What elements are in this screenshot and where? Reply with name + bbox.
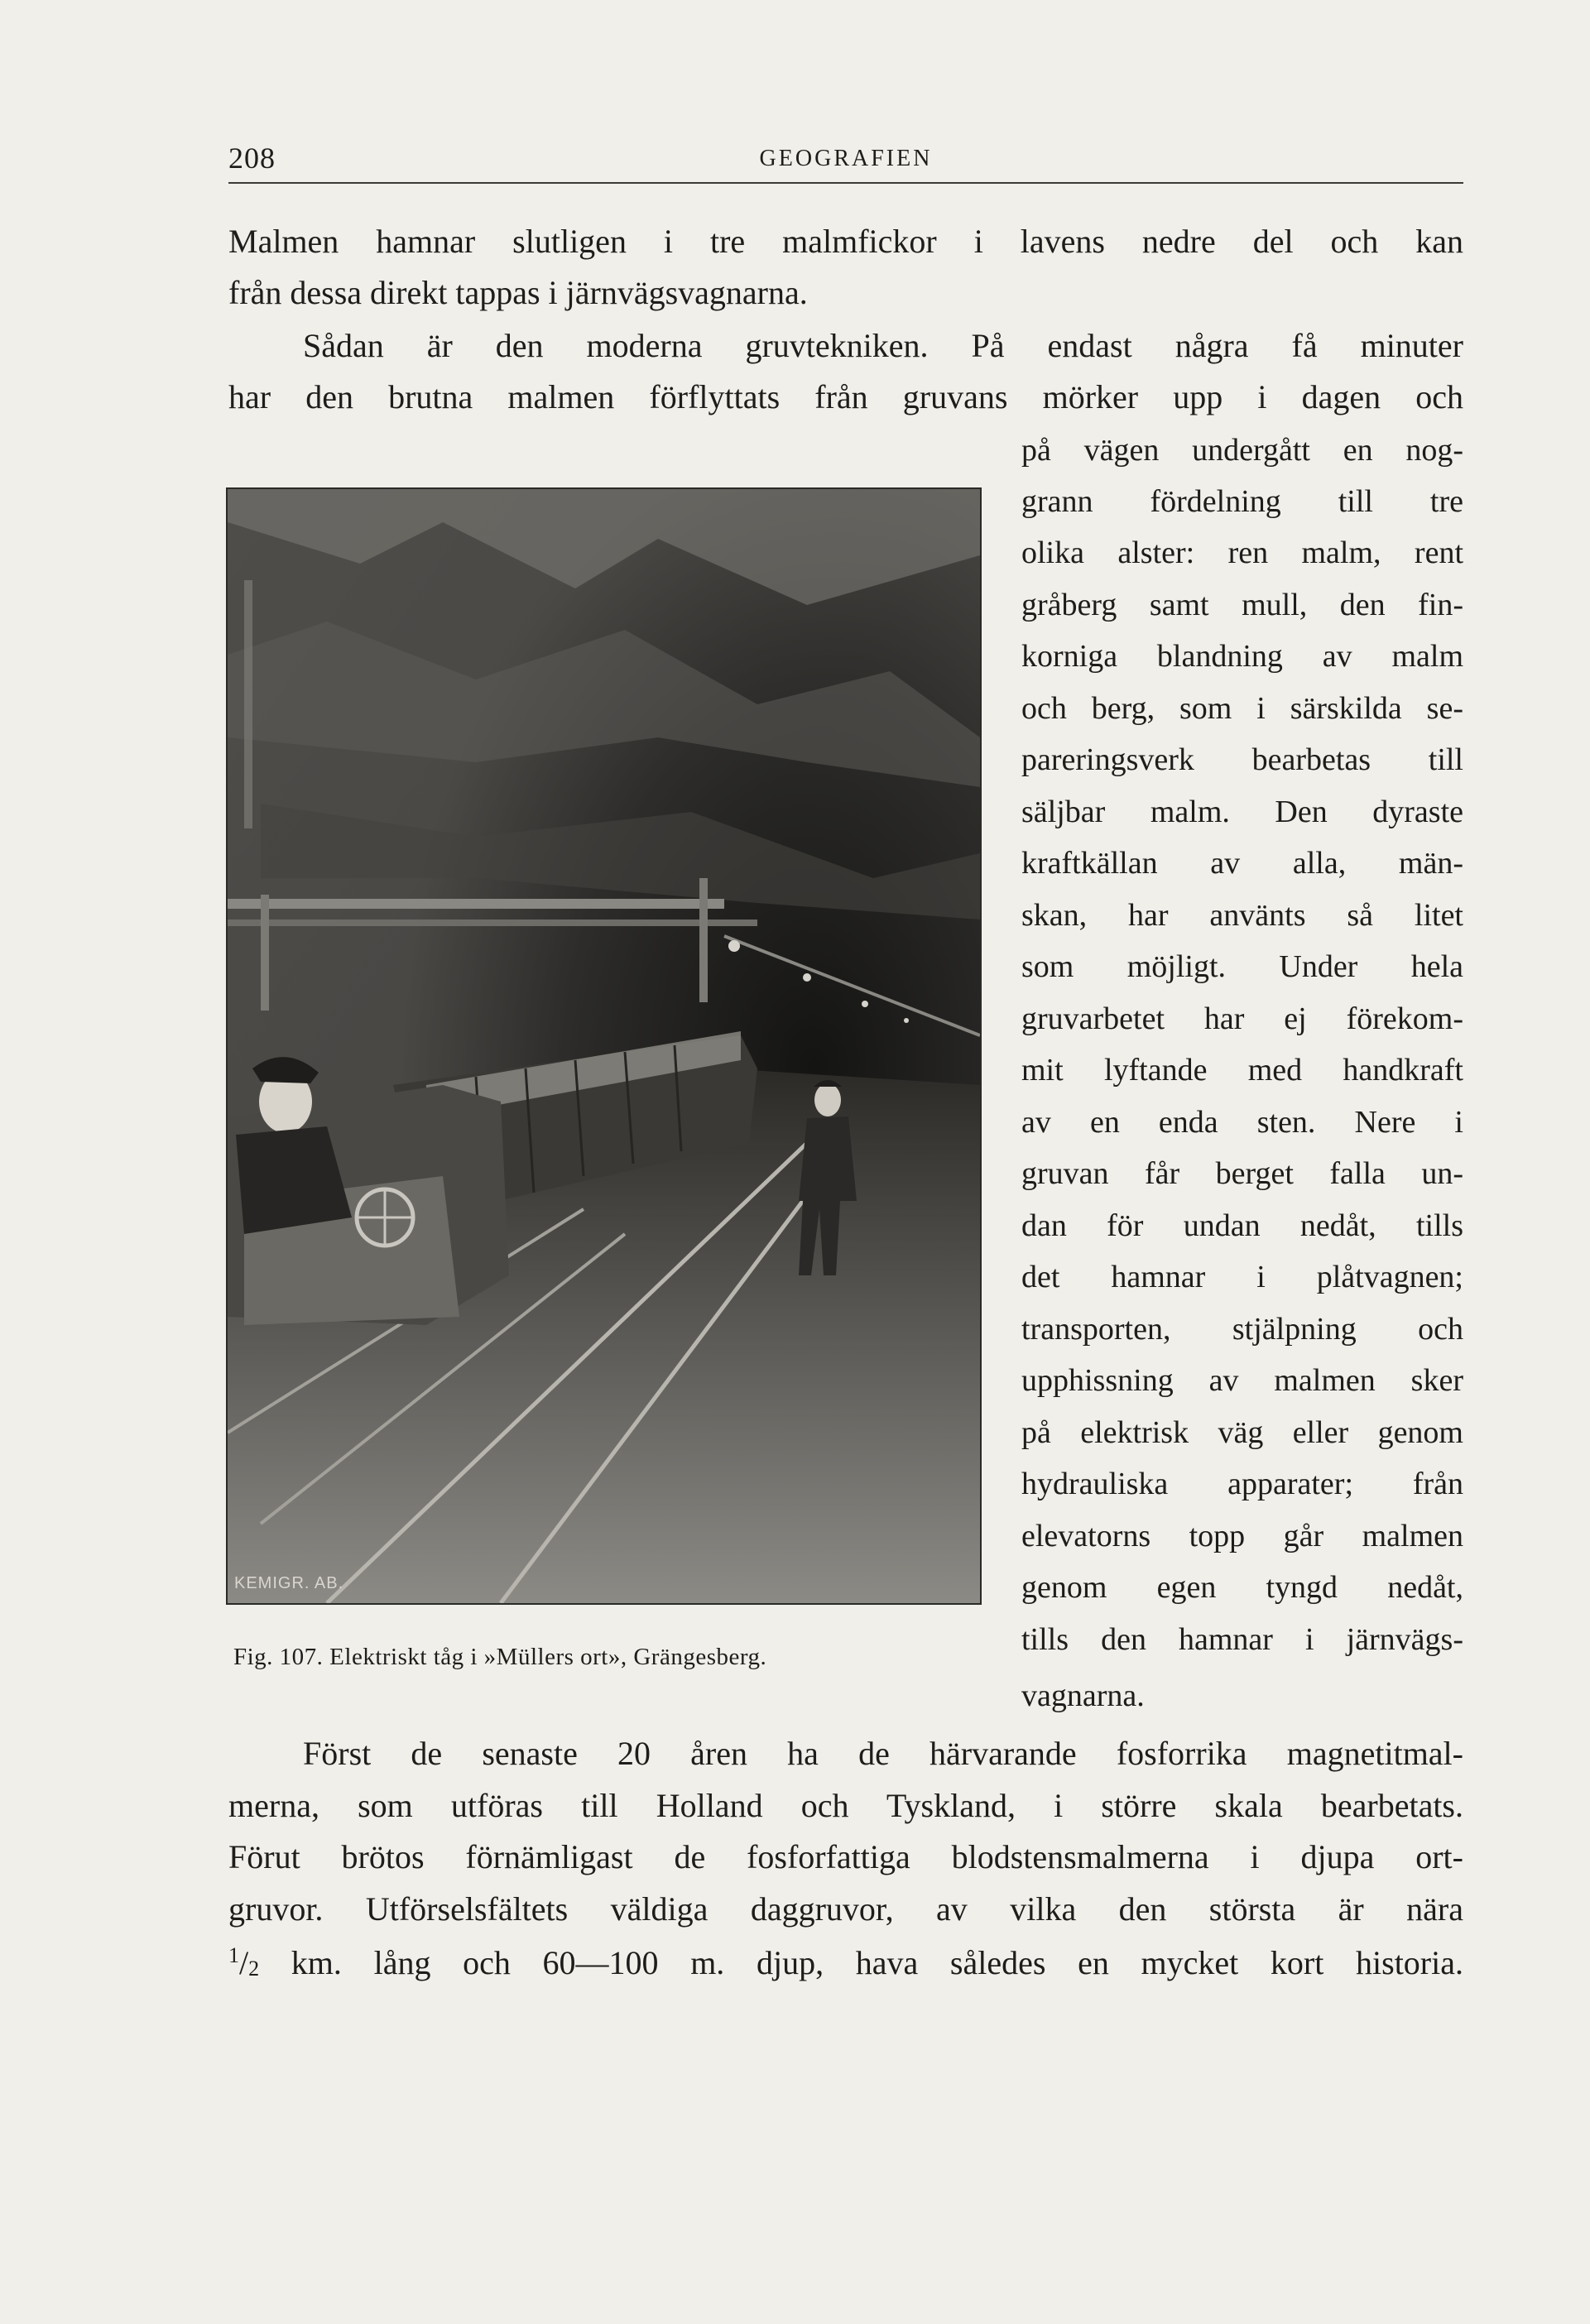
column-line: vagnarna. <box>1021 1678 1145 1713</box>
paragraph-1-line-2: från dessa direkt tappas i järnvägsvagnarna. <box>228 274 808 311</box>
mine-tunnel-image <box>228 489 980 1603</box>
page-number: 208 <box>228 142 276 175</box>
column-line: dan för undan nedåt, tills <box>1021 1208 1463 1243</box>
paragraph-3-line: Först de senaste 20 åren ha de härvarande fosforrika magnetitmal- <box>303 1735 1463 1772</box>
column-line: kraftkällan av alla, män- <box>1021 846 1463 881</box>
column-line: och berg, som i särskilda se- <box>1021 691 1463 726</box>
column-line: på elektrisk väg eller genom <box>1021 1415 1463 1450</box>
paragraph-3-last-line <box>228 1945 1463 1980</box>
column-line: det hamnar i plåtvagnen; <box>1021 1260 1463 1294</box>
paragraph-3-line: Förut brötos förnämligast de fosforfattiga blodstensmalmerna i djupa ort- <box>228 1838 1463 1875</box>
column-line: gråberg samt mull, den fin- <box>1021 588 1463 622</box>
fraction-numerator: 1 <box>228 1943 239 1967</box>
column-line: pareringsverk bearbetas till <box>1021 742 1463 777</box>
column-line: gruvarbetet har ej förekom- <box>1021 1001 1463 1036</box>
paragraph-3-line: gruvor. Utförselsfältets väldiga daggruvor, av vilka den största är nära <box>228 1890 1463 1928</box>
figure-caption: Fig. 107. Elektriskt tåg i »Müllers ort», Grängesberg. <box>233 1644 767 1670</box>
column-line: av en enda sten. Nere i <box>1021 1105 1463 1140</box>
column-line: korniga blandning av malm <box>1021 639 1463 674</box>
fraction-denominator: 2 <box>248 1957 260 1981</box>
running-head: GEOGRAFIEN <box>759 146 933 171</box>
column-line: hydrauliska apparater; från <box>1021 1467 1463 1501</box>
column-line: på vägen undergått en nog- <box>1021 433 1463 468</box>
header-rule <box>228 182 1463 184</box>
column-line: genom egen tyngd nedåt, <box>1021 1570 1463 1605</box>
column-line: gruvan får berget falla un- <box>1021 1156 1463 1191</box>
column-line: transporten, stjälpning och <box>1021 1312 1463 1347</box>
column-line: som möjligt. Under hela <box>1021 949 1463 984</box>
engraver-mark: KEMIGR. AB. <box>234 1574 344 1592</box>
column-line: skan, har använts så litet <box>1021 898 1463 933</box>
paragraph-2-line-2: har den brutna malmen förflyttats från gruvans mörker upp i dagen och <box>228 378 1463 415</box>
column-line: tills den hamnar i järnvägs- <box>1021 1622 1463 1657</box>
paragraph-3-line: merna, som utföras till Holland och Tyskland, i större skala bearbetats. <box>228 1787 1463 1824</box>
column-line: mit lyftande med handkraft <box>1021 1053 1463 1088</box>
column-line: grann fördelning till tre <box>1021 484 1463 519</box>
column-line: upphissning av malmen sker <box>1021 1363 1463 1398</box>
last-line-text: km. lång och 60—100 m. djup, hava således en mycket kort historia. <box>291 1944 1463 1981</box>
mine-photograph <box>226 487 982 1605</box>
column-line: säljbar malm. Den dyraste <box>1021 795 1463 829</box>
column-line: olika alster: ren malm, rent <box>1021 535 1463 570</box>
fraction-half: $^1$/2 <box>228 1943 260 1981</box>
page-header <box>228 132 1463 184</box>
column-line: elevatorns topp går malmen <box>1021 1519 1463 1553</box>
paragraph-1-line-1: Malmen hamnar slutligen i tre malmfickor i lavens nedre del och kan <box>228 223 1463 260</box>
paragraph-2-line-1: Sådan är den moderna gruvtekniken. På endast några få minuter <box>303 327 1463 364</box>
